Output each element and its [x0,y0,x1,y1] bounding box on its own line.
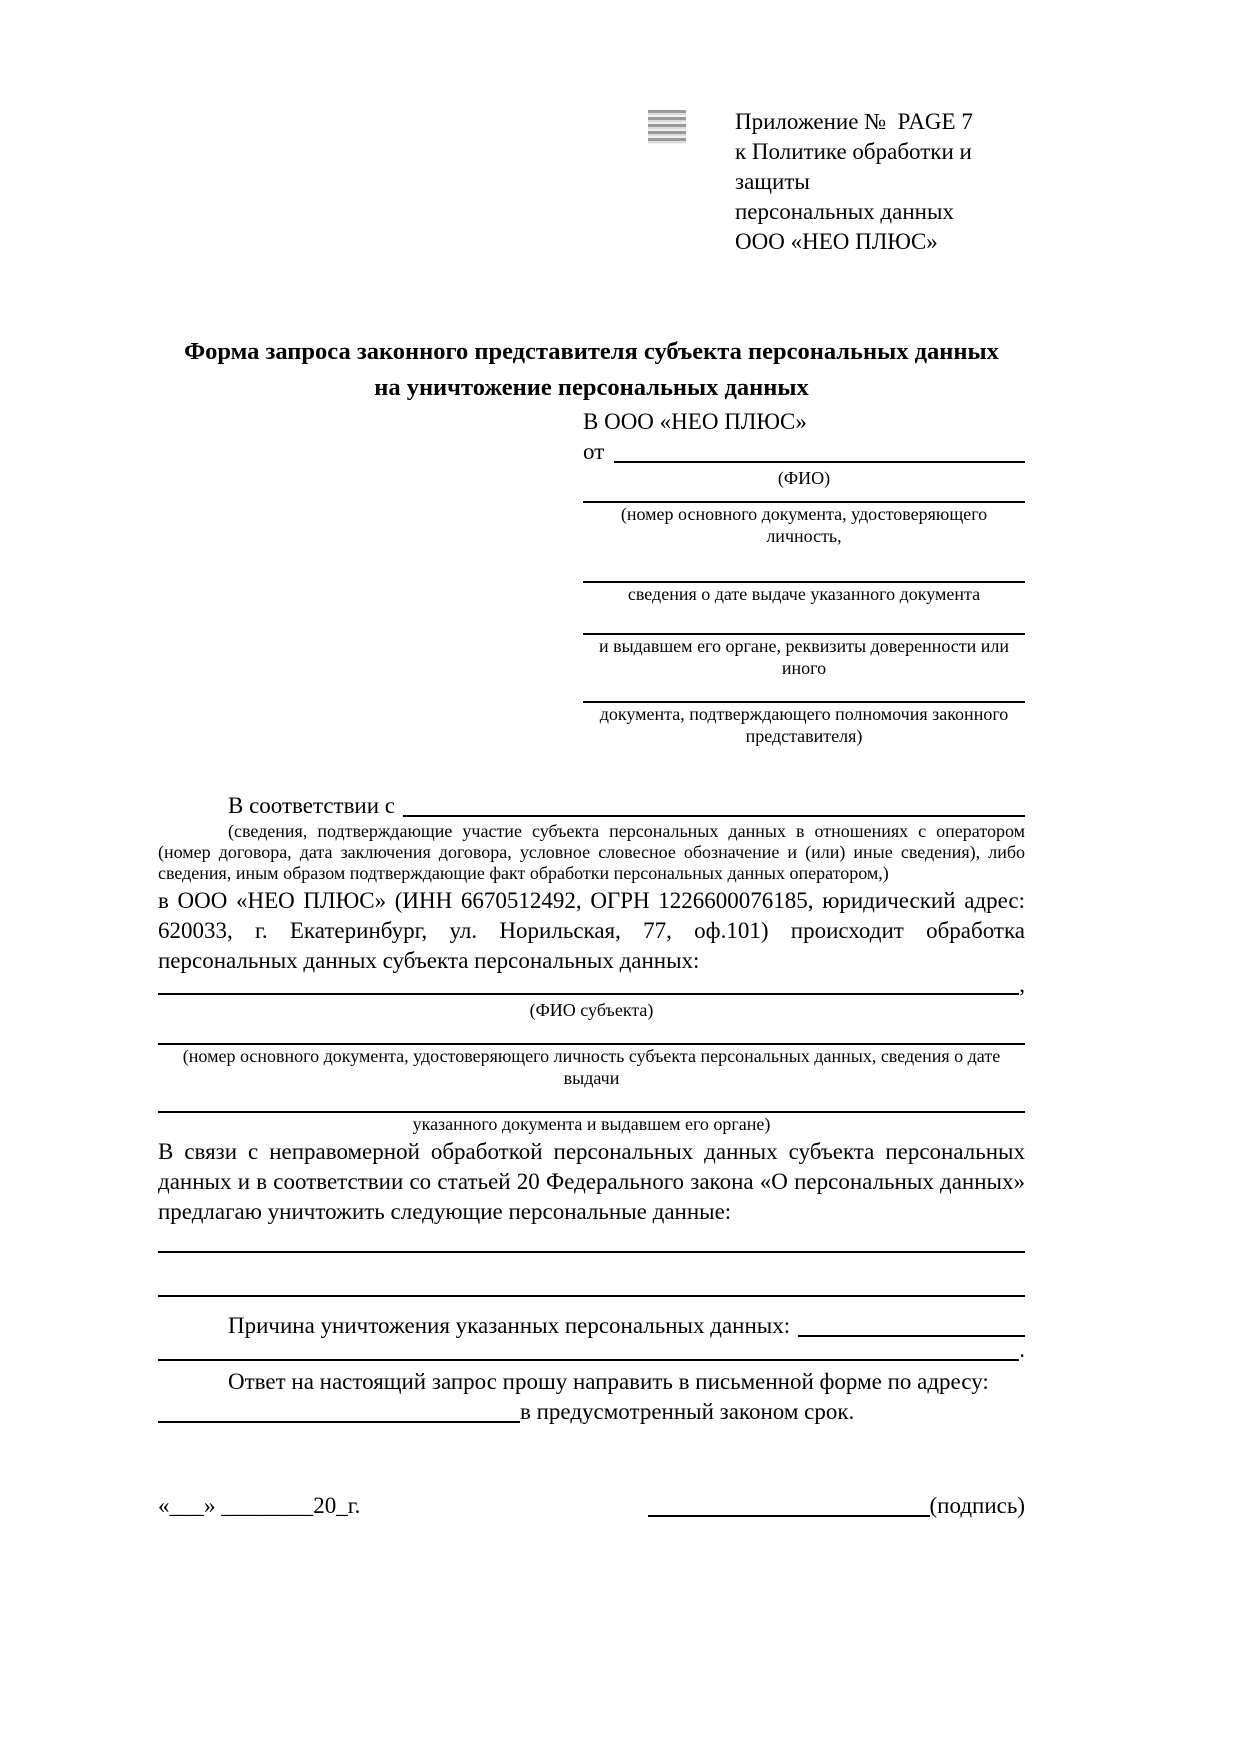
signature-caption: (подпись) [929,1492,1025,1518]
reply-address-row [158,1397,1025,1427]
appendix-policy-line-2: персональных данных [735,198,954,224]
subject-fio-line-row [158,971,1025,999]
subject-doc-blank-line-2 [158,1089,1025,1113]
appendix-header [735,107,1025,256]
title-line-2: на уничтожение персональных данных [374,373,809,401]
according-note: (сведения, подтверждающие участие субъекта персональных данных в отношениях с оператором (номер договора, дата заключения договора, условное словесное обозначение и (или) иные сведения), либо сведения, иным образом подтверждающие факт обработки персональных данных оператором,) [158,821,1025,883]
recipient-block [583,407,1025,747]
subject-fio-line-comma: , [1019,971,1025,997]
reply-term-text: в предусмотренный законом срок. [520,1398,855,1424]
caption-issuing-authority: и выдавшем его органе, реквизиты доверенности или иного [598,636,1010,679]
destruction-paragraph: В связи с неправомерной обработкой персональных данных субъекта персональных данных и в соответствии со статьей 20 Федерального закона «О персональных данных» предлагаю уничтожить следующие персональные данные: [158,1139,1025,1225]
reason-blank-line-2 [158,1341,1019,1361]
according-blank-line [403,791,1025,817]
date-blank-text: «___» ________20_г. [158,1492,361,1518]
caption-doc-number: (номер основного документа, удостоверяющего личность, [620,504,988,547]
caption-subject-doc-1: (номер основного документа, удостоверяющего личность субъекта персональных данных, сведения о дате выдачи [182,1046,1001,1089]
appendix-policy-line-1: к Политике обработки и защиты [735,138,972,194]
subject-doc-blank-line-1 [158,1021,1025,1045]
address-blank-line [158,1397,520,1423]
from-row [583,437,1025,467]
data-to-destroy-blank-line-1 [158,1227,1025,1253]
issue-date-blank-line [583,571,1025,583]
according-row [158,791,1025,821]
reply-request-line: Ответ на настоящий запрос прошу направить в письменной форме по адресу: [228,1369,989,1395]
reason-continuation-row [158,1337,1025,1365]
subject-fio-blank-line [158,975,1019,995]
caption-subject-doc-2: указанного документа и выдавшем его органе) [412,1114,771,1135]
caption-fio: (ФИО) [777,468,831,489]
according-label: В соответствии с [228,793,396,819]
caption-authority-document: документа, подтверждающего полномочия законного представителя) [599,704,1009,747]
footer-row [158,1491,1025,1521]
title-line-1: Форма запроса законного представителя субъекта персональных данных [184,338,999,366]
doc-number-blank-line [583,491,1025,503]
signature-group [648,1491,1025,1521]
appendix-number-line: Приложение № PAGE 7 [735,109,973,134]
data-to-destroy-blank-line-2 [158,1271,1025,1297]
operator-paragraph: в ООО «НЕО ПЛЮС» (ИНН 6670512492, ОГРН 1226600076185, юридический адрес: 620033, г. Екатеринбург, ул. Норильская, 77, оф.101) происходит обработка персональных данных субъекта персональных данных: [158,887,1025,973]
issuing-authority-blank-line [583,623,1025,635]
from-label: от [583,439,605,465]
caption-issue-date: сведения о дате выдаче указанного документа [627,584,981,605]
signature-blank-line [648,1515,930,1517]
reason-row [158,1311,1025,1341]
reason-line-period: . [1019,1337,1025,1363]
reason-label: Причина уничтожения указанных персональных данных: [228,1313,791,1339]
appendix-company-name: ООО «НЕО ПЛЮС» [735,228,938,254]
authority-document-blank-line [583,691,1025,703]
document-title [158,334,1025,405]
recipient-company: В ООО «НЕО ПЛЮС» [583,409,807,435]
fio-blank-line [614,437,1025,463]
reason-blank-line [798,1311,1025,1337]
header-artifact-icon [648,110,686,144]
caption-subject-fio: (ФИО субъекта) [529,1000,654,1021]
